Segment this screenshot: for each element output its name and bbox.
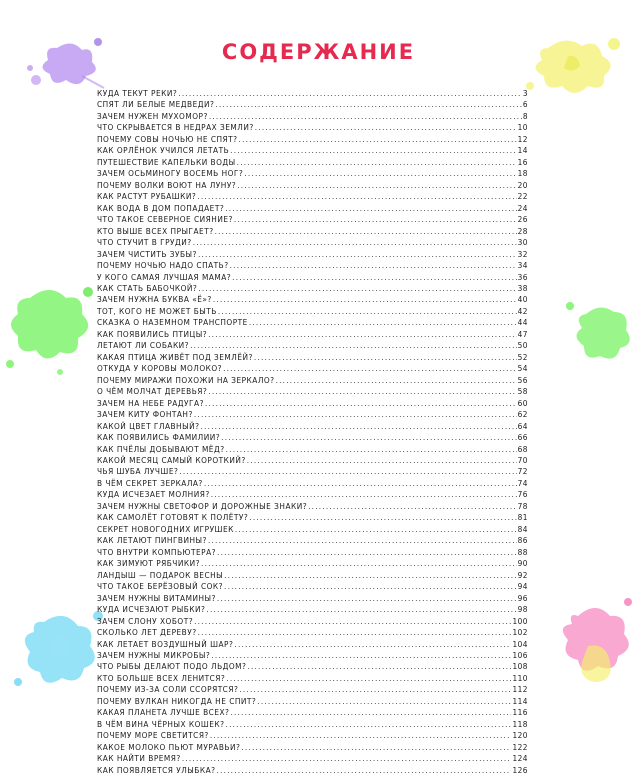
toc-entry <box>97 283 528 294</box>
toc-entry-page: 81 <box>517 512 528 523</box>
toc-leader-dots <box>217 765 512 776</box>
toc-entry <box>97 111 528 122</box>
toc-entry-title: ПОЧЕМУ ВОЛКИ ВОЮТ НА ЛУНУ? <box>97 179 237 190</box>
toc-entry <box>97 260 528 271</box>
toc-entry-page: 64 <box>517 420 528 431</box>
toc-entry-page: 96 <box>517 592 528 603</box>
toc-leader-dots <box>208 386 516 397</box>
toc-entry-page: 66 <box>517 432 528 443</box>
toc-leader-dots <box>221 432 516 443</box>
toc-entry-page: 40 <box>517 294 528 305</box>
toc-entry-title: ЗАЧЕМ КИТУ ФОНТАН? <box>97 409 193 420</box>
toc-leader-dots <box>208 329 517 340</box>
toc-leader-dots <box>194 409 517 420</box>
toc-entry <box>97 157 528 168</box>
toc-entry <box>97 88 528 99</box>
toc-entry-page: 47 <box>517 328 528 339</box>
toc-entry-page: 114 <box>512 695 528 706</box>
toc-leader-dots <box>308 501 517 512</box>
toc-entry-page: 70 <box>517 455 528 465</box>
toc-entry <box>97 765 528 776</box>
toc-entry <box>97 134 528 145</box>
toc-leader-dots <box>210 730 512 741</box>
toc-entry-title: КТО ВЫШЕ ВСЕХ ПРЫГАЕТ? <box>97 225 214 236</box>
toc-leader-dots <box>239 134 517 145</box>
toc-entry-title: У КОГО САМАЯ ЛУЧШАЯ МАМА? <box>97 271 232 282</box>
toc-entry <box>97 294 528 305</box>
toc-entry-title: СКОЛЬКО ЛЕТ ДЕРЕВУ? <box>97 627 197 638</box>
toc-entry-page: 26 <box>517 214 528 225</box>
toc-entry <box>97 730 528 741</box>
toc-entry <box>97 99 528 110</box>
toc-entry <box>97 432 528 443</box>
toc-entry-page: 100 <box>512 615 528 626</box>
toc-leader-dots <box>224 570 516 581</box>
toc-leader-dots <box>197 191 516 202</box>
toc-leader-dots <box>204 478 517 489</box>
toc-leader-dots <box>205 398 517 409</box>
toc-entry-page: 50 <box>517 340 528 351</box>
toc-entry-title: О ЧЁМ МОЛЧАТ ДЕРЕВЬЯ? <box>97 386 208 397</box>
toc-entry-title: ПОЧЕМУ МИРАЖИ ПОХОЖИ НА ЗЕРКАЛО? <box>97 374 275 385</box>
toc-entry <box>97 466 528 477</box>
toc-entry-title: КТО БОЛЬШЕ ВСЕХ ЛЕНИТСЯ? <box>97 672 226 683</box>
toc-entry-title: ЧЬЯ ШУБА ЛУЧШЕ? <box>97 466 179 477</box>
toc-entry <box>97 524 528 535</box>
toc-entry-page: 32 <box>517 248 528 259</box>
toc-entry-title: ЗАЧЕМ ЧИСТИТЬ ЗУБЫ? <box>97 248 197 259</box>
toc-entry <box>97 340 528 351</box>
toc-leader-dots <box>198 283 516 294</box>
toc-entry <box>97 214 528 225</box>
toc-entry <box>97 696 528 707</box>
toc-entry-title: ЛЕТАЮТ ЛИ СОБАКИ? <box>97 340 190 351</box>
toc-entry-page: 8 <box>522 110 528 121</box>
toc-entry-page: 68 <box>517 443 528 454</box>
toc-entry <box>97 684 528 695</box>
toc-leader-dots <box>226 673 511 684</box>
toc-entry <box>97 168 528 179</box>
toc-entry-page: 92 <box>517 569 528 580</box>
toc-leader-dots <box>249 512 516 523</box>
toc-leader-dots <box>213 294 517 305</box>
toc-entry <box>97 352 528 363</box>
green-paint-splat <box>0 268 100 378</box>
toc-entry <box>97 226 528 237</box>
toc-leader-dots <box>241 742 511 753</box>
toc-entry-title: В ЧЁМ ВИНА ЧЁРНЫХ КОШЕК? <box>97 718 225 729</box>
toc-entry <box>97 386 528 397</box>
toc-leader-dots <box>215 99 521 110</box>
toc-entry-page: 118 <box>512 718 528 729</box>
toc-entry-title: ЗАЧЕМ СЛОНУ ХОБОТ? <box>97 615 194 626</box>
toc-leader-dots <box>190 340 517 351</box>
toc-entry-title: ЗАЧЕМ ОСЬМИНОГУ ВОСЕМЬ НОГ? <box>97 168 244 179</box>
toc-entry-page: 60 <box>517 397 528 408</box>
toc-entry-page: 18 <box>517 168 528 179</box>
toc-entry-title: ЗАЧЕМ НА НЕБЕ РАДУГА? <box>97 397 204 408</box>
toc-leader-dots <box>218 306 517 317</box>
toc-leader-dots <box>234 639 511 650</box>
toc-entry-title: ЧТО СТУЧИТ В ГРУДИ? <box>97 237 192 248</box>
toc-entry <box>97 489 528 500</box>
toc-entry-page: 76 <box>517 489 528 500</box>
toc-entry-title: КАКАЯ ПЛАНЕТА ЛУЧШЕ ВСЕХ? <box>97 707 230 718</box>
toc-entry-page: 94 <box>517 581 528 592</box>
toc-entry-page: 108 <box>512 661 528 672</box>
toc-leader-dots <box>211 489 517 500</box>
toc-leader-dots <box>234 214 517 225</box>
toc-entry-page: 72 <box>517 466 528 477</box>
toc-entry-title: ПОЧЕМУ ВУЛКАН НИКОГДА НЕ СПИТ? <box>97 695 257 706</box>
toc-entry-title: ЧТО ТАКОЕ БЕРЁЗОВЫЙ СОК? <box>97 581 224 592</box>
toc-leader-dots <box>237 180 516 191</box>
toc-leader-dots <box>201 421 517 432</box>
toc-entry-title: СКАЗКА О НАЗЕМНОМ ТРАНСПОРТЕ <box>97 317 248 328</box>
toc-entry-page: 104 <box>512 638 528 649</box>
toc-leader-dots <box>179 466 516 477</box>
toc-entry <box>97 593 528 604</box>
toc-entry <box>97 145 528 156</box>
toc-entry <box>97 191 528 202</box>
toc-entry-title: СЕКРЕТ НОВОГОДНИХ ИГРУШЕК <box>97 523 234 534</box>
toc-entry-title: КАК РАСТУТ РУБАШКИ? <box>97 191 197 202</box>
toc-entry <box>97 627 528 638</box>
toc-entry <box>97 363 528 374</box>
toc-entry-title: ТОТ, КОГО НЕ МОЖЕТ БЫТЬ <box>97 305 217 316</box>
toc-leader-dots <box>224 581 517 592</box>
toc-entry <box>97 547 528 558</box>
toc-entry-page: 28 <box>517 225 528 236</box>
toc-entry-page: 62 <box>517 409 528 420</box>
toc-entry <box>97 375 528 386</box>
toc-entry <box>97 501 528 512</box>
toc-entry-page: 30 <box>517 237 528 248</box>
toc-entry-title: ЗАЧЕМ НУЖНЫ МИКРОБЫ? <box>97 649 211 660</box>
toc-leader-dots <box>225 203 516 214</box>
toc-entry-title: КАКАЯ ПТИЦА ЖИВЁТ ПОД ЗЕМЛЁЙ? <box>97 351 253 362</box>
toc-leader-dots <box>254 352 517 363</box>
toc-entry <box>97 535 528 546</box>
toc-leader-dots <box>230 145 516 156</box>
toc-entry-page: 122 <box>512 741 528 752</box>
toc-leader-dots <box>206 604 516 615</box>
toc-leader-dots <box>209 111 522 122</box>
toc-entry <box>97 478 528 489</box>
toc-entry-title: ЛАНДЫШ — ПОДАРОК ВЕСНЫ <box>97 569 224 580</box>
toc-entry <box>97 203 528 214</box>
toc-entry <box>97 180 528 191</box>
toc-leader-dots <box>235 524 517 535</box>
toc-entry <box>97 512 528 523</box>
toc-entry-title: ПОЧЕМУ СОВЫ НОЧЬЮ НЕ СПЯТ? <box>97 133 238 144</box>
toc-leader-dots <box>208 535 517 546</box>
toc-entry <box>97 409 528 420</box>
toc-leader-dots <box>226 444 517 455</box>
toc-leader-dots <box>230 707 511 718</box>
toc-entry-page: 34 <box>517 260 528 271</box>
toc-entry-page: 12 <box>517 133 528 144</box>
toc-entry-title: ЧТО ВНУТРИ КОМПЬЮТЕРА? <box>97 546 217 557</box>
yellow-paint-splat <box>518 26 628 106</box>
toc-entry-page: 52 <box>517 351 528 362</box>
toc-entry-page: 10 <box>517 122 528 133</box>
toc-leader-dots <box>247 661 511 672</box>
green-paint-splat-right <box>560 290 637 370</box>
toc-entry-page: 112 <box>512 684 528 695</box>
pink-paint-splat <box>548 586 637 696</box>
toc-entry <box>97 558 528 569</box>
toc-entry <box>97 455 528 466</box>
toc-entry-page: 38 <box>517 282 528 293</box>
toc-entry-title: КУДА ТЕКУТ РЕКИ? <box>97 88 178 98</box>
toc-entry-page: 42 <box>517 305 528 316</box>
toc-entry-page: 106 <box>512 649 528 660</box>
toc-entry <box>97 329 528 340</box>
toc-entry-title: КАК ЛЕТАЕТ ВОЗДУШНЫЙ ШАР? <box>97 638 234 649</box>
toc-entry-page: 126 <box>512 764 528 775</box>
toc-entry <box>97 272 528 283</box>
toc-entry <box>97 306 528 317</box>
toc-entry <box>97 753 528 764</box>
toc-entry-title: КАК ПОЯВЛЯЕТСЯ УЛЫБКА? <box>97 764 216 775</box>
toc-leader-dots <box>237 157 517 168</box>
toc-leader-dots <box>193 237 517 248</box>
toc-entry-page: 56 <box>517 374 528 385</box>
toc-entry <box>97 616 528 627</box>
toc-leader-dots <box>249 317 517 328</box>
toc-entry-page: 74 <box>517 477 528 488</box>
toc-leader-dots <box>201 558 517 569</box>
toc-entry <box>97 604 528 615</box>
toc-leader-dots <box>244 168 516 179</box>
toc-entry-title: КУДА ИСЧЕЗАЕТ МОЛНИЯ? <box>97 489 210 500</box>
table-of-contents <box>97 88 528 776</box>
toc-entry-title: КАК СТАТЬ БАБОЧКОЙ? <box>97 282 198 293</box>
toc-leader-dots <box>215 226 517 237</box>
toc-leader-dots <box>239 684 511 695</box>
toc-leader-dots <box>223 363 517 374</box>
toc-entry-title: В ЧЁМ СЕКРЕТ ЗЕРКАЛА? <box>97 477 203 488</box>
toc-entry-page: 110 <box>512 672 528 683</box>
toc-entry <box>97 581 528 592</box>
toc-entry <box>97 444 528 455</box>
toc-leader-dots <box>232 272 516 283</box>
toc-entry-page: 116 <box>512 707 528 718</box>
toc-entry-title: ЧТО РЫБЫ ДЕЛАЮТ ПОДО ЛЬДОМ? <box>97 661 247 672</box>
toc-entry-page: 120 <box>512 730 528 741</box>
toc-leader-dots <box>257 696 511 707</box>
toc-entry-title: ЗАЧЕМ НУЖНЫ СВЕТОФОР И ДОРОЖНЫЕ ЗНАКИ? <box>97 500 308 511</box>
toc-entry-title: ПОЧЕМУ НОЧЬЮ НАДО СПАТЬ? <box>97 260 229 271</box>
toc-leader-dots <box>211 650 511 661</box>
toc-leader-dots <box>226 719 512 730</box>
toc-entry <box>97 570 528 581</box>
cyan-paint-splat <box>10 596 110 696</box>
toc-entry <box>97 122 528 133</box>
toc-entry-title: ЗАЧЕМ НУЖНА БУКВА «Ё»? <box>97 294 212 305</box>
toc-entry-page: 14 <box>517 145 528 156</box>
toc-entry-page: 16 <box>517 156 528 167</box>
toc-entry-title: КАКОЙ ЦВЕТ ГЛАВНЫЙ? <box>97 420 200 431</box>
toc-entry-title: КАК ЛЕТАЮТ ПИНГВИНЫ? <box>97 535 207 546</box>
toc-entry-title: КАК ПОЯВИЛИСЬ ФАМИЛИИ? <box>97 432 221 443</box>
toc-entry-title: ПОЧЕМУ ИЗ-ЗА СОЛИ ССОРЯТСЯ? <box>97 684 239 695</box>
toc-entry-page: 86 <box>517 535 528 546</box>
toc-entry <box>97 673 528 684</box>
toc-entry-page: 24 <box>517 202 528 213</box>
toc-entry-title: ЗАЧЕМ НУЖНЫ ВИТАМИНЫ? <box>97 592 216 603</box>
toc-entry-page: 3 <box>522 88 528 98</box>
toc-entry-title: КАК САМОЛЁТ ГОТОВЯТ К ПОЛЁТУ? <box>97 512 249 523</box>
toc-entry-page: 90 <box>517 558 528 569</box>
toc-leader-dots <box>182 753 512 764</box>
toc-entry <box>97 237 528 248</box>
toc-entry <box>97 707 528 718</box>
toc-entry-title: ОТКУДА У КОРОВЫ МОЛОКО? <box>97 363 223 374</box>
toc-entry-page: 124 <box>512 753 528 764</box>
page-title: СОДЕРЖАНИЕ <box>221 40 416 64</box>
toc-entry-title: КАК ЗИМУЮТ РЯБЧИКИ? <box>97 558 201 569</box>
toc-entry-title: ЧТО СКРЫВАЕТСЯ В НЕДРАХ ЗЕМЛИ? <box>97 122 254 133</box>
toc-entry-title: КАК ПОЯВИЛИСЬ ПТИЦЫ? <box>97 328 208 339</box>
toc-leader-dots <box>276 375 517 386</box>
toc-entry <box>97 719 528 730</box>
toc-entry-page: 98 <box>517 604 528 615</box>
toc-entry-page: 20 <box>517 179 528 190</box>
toc-entry-page: 102 <box>512 627 528 638</box>
toc-leader-dots <box>194 616 511 627</box>
toc-entry <box>97 317 528 328</box>
toc-entry <box>97 661 528 672</box>
toc-entry-title: ЗАЧЕМ НУЖЕН МУХОМОР? <box>97 110 208 121</box>
toc-entry-title: ЧТО ТАКОЕ СЕВЕРНОЕ СИЯНИЕ? <box>97 214 233 225</box>
toc-leader-dots <box>198 249 517 260</box>
toc-entry <box>97 421 528 432</box>
toc-leader-dots <box>178 88 522 99</box>
toc-entry-page: 36 <box>517 271 528 282</box>
toc-entry-title: КАК ОРЛЁНОК УЧИЛСЯ ЛЕТАТЬ <box>97 145 230 156</box>
toc-entry <box>97 249 528 260</box>
toc-entry-page: 6 <box>522 99 528 110</box>
toc-entry-page: 58 <box>517 386 528 397</box>
toc-entry-page: 44 <box>517 317 528 328</box>
toc-entry <box>97 639 528 650</box>
toc-leader-dots <box>247 455 517 466</box>
toc-entry-page: 78 <box>517 500 528 511</box>
toc-entry-page: 88 <box>517 546 528 557</box>
toc-entry-title: КУДА ИСЧЕЗАЮТ РЫБКИ? <box>97 604 206 615</box>
toc-leader-dots <box>217 547 517 558</box>
toc-entry-title: КАКОЕ МОЛОКО ПЬЮТ МУРАВЬИ? <box>97 741 241 752</box>
toc-leader-dots <box>255 122 517 133</box>
toc-entry <box>97 398 528 409</box>
toc-entry-page: 22 <box>517 191 528 202</box>
toc-entry-title: КАК ВОДА В ДОМ ПОПАДАЕТ? <box>97 202 225 213</box>
toc-entry-page: 84 <box>517 523 528 534</box>
toc-leader-dots <box>230 260 517 271</box>
toc-leader-dots <box>217 593 517 604</box>
toc-entry-page: 54 <box>517 363 528 374</box>
toc-entry-title: ПУТЕШЕСТВИЕ КАПЕЛЬКИ ВОДЫ <box>97 156 236 167</box>
toc-leader-dots <box>198 627 512 638</box>
toc-entry-title: СПЯТ ЛИ БЕЛЫЕ МЕДВЕДИ? <box>97 99 215 110</box>
toc-entry <box>97 742 528 753</box>
toc-entry-title: КАК ПЧЁЛЫ ДОБЫВАЮТ МЁД? <box>97 443 225 454</box>
toc-entry-title: КАК НАЙТИ ВРЕМЯ? <box>97 753 181 764</box>
toc-entry <box>97 650 528 661</box>
toc-entry-title: КАКОЙ МЕСЯЦ САМЫЙ КОРОТКИЙ? <box>97 455 246 465</box>
toc-entry-title: ПОЧЕМУ МОРЕ СВЕТИТСЯ? <box>97 730 209 741</box>
